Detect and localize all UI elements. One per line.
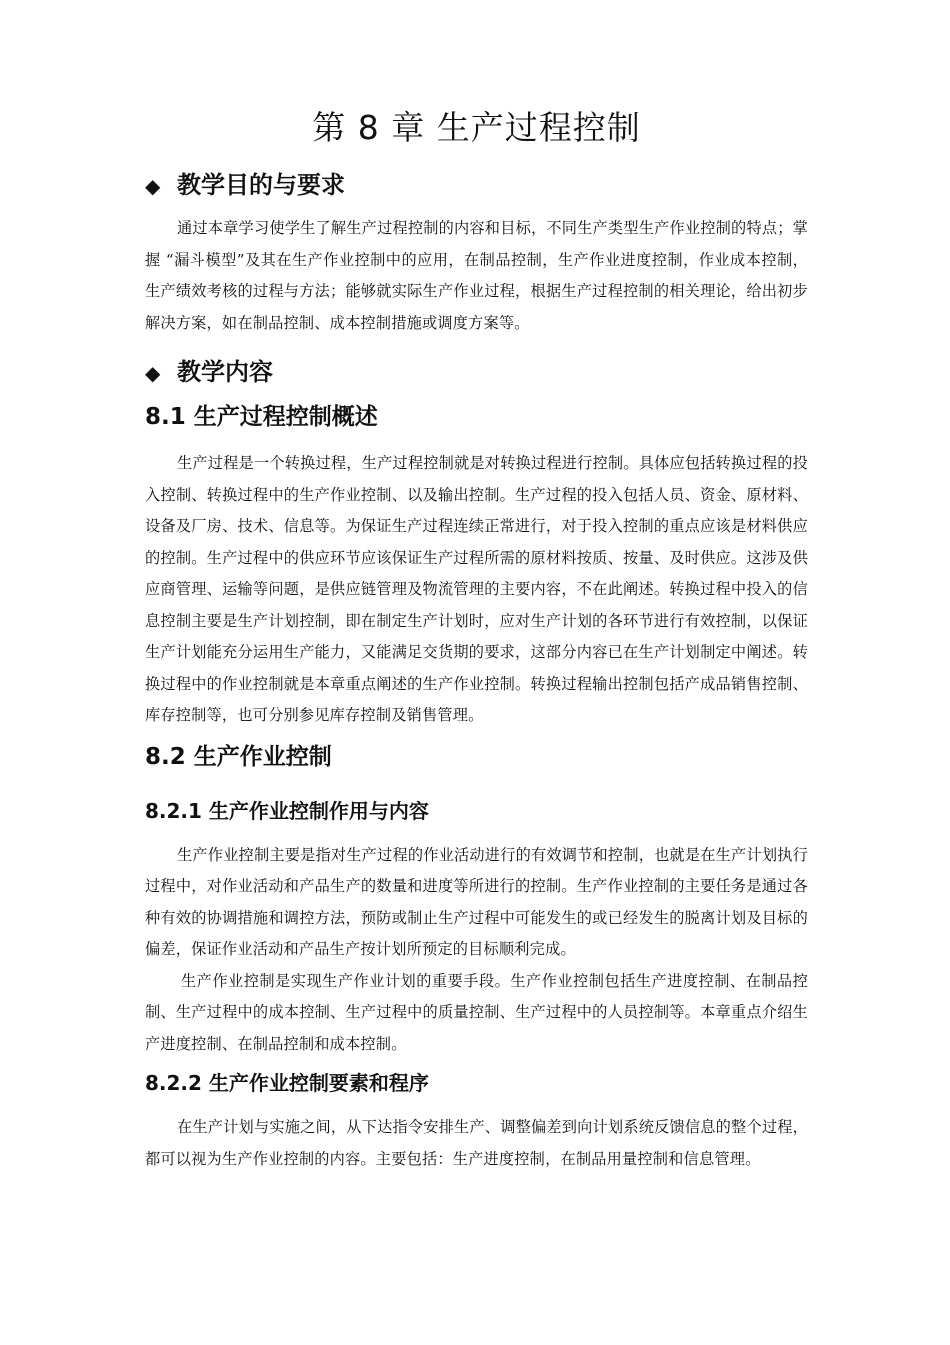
objectives-heading xyxy=(145,168,808,203)
section-8-2-2-paragraph: 在生产计划与实施之间，从下达指令安排生产、调整偏差到向计划系统反馈信息的整个过程，都可以视为生产作业控制的内容。主要包括：生产进度控制，在制品用量控制和信息管理。 xyxy=(145,1118,808,1168)
objectives-heading-text: 教学目的与要求 xyxy=(177,171,345,199)
chapter-title: 第 8 章 生产过程控制 xyxy=(312,108,641,147)
content-heading xyxy=(145,355,808,390)
diamond-bullet-icon: ◆ xyxy=(145,361,161,385)
diamond-bullet-icon: ◆ xyxy=(145,174,161,198)
section-8-1-heading: 8.1 生产过程控制概述 xyxy=(145,404,378,430)
section-8-2-1-heading: 8.2.1 生产作业控制作用与内容 xyxy=(145,798,429,823)
section-8-2-1-paragraph-2: 生产作业控制是实现生产作业计划的重要手段。生产作业控制包括生产进度控制、在制品控制、生产过程中的成本控制、生产过程中的质量控制、生产过程中的人员控制等。本章重点介绍生产进度控制、在制品控制和成本控制。 xyxy=(145,971,808,1053)
section-8-2-heading: 8.2 生产作业控制 xyxy=(145,743,332,770)
document-page xyxy=(145,92,808,1175)
section-8-2-2-heading: 8.2.2 生产作业控制要素和程序 xyxy=(145,1071,429,1095)
section-8-2-1-paragraph-1: 生产作业控制主要是指对生产过程的作业活动进行的有效调节和控制，也就是在生产计划执行过程中，对作业活动和产品生产的数量和进度等所进行的控制。生产作业控制的主要任务是通过各种有效的协调措施和调控方法，预防或制止生产过程中可能发生的或已经发生的脱离计划及目标的偏差，保证作业活动和产品生产按计划所预定的目标顺利完成。 xyxy=(145,845,808,958)
objectives-paragraph: 通过本章学习使学生了解生产过程控制的内容和目标，不同生产类型生产作业控制的特点；掌握 “漏斗模型”及其在生产作业控制中的应用，在制品控制，生产作业进度控制，作业成本控制，生产绩效考核的过程与方法；能够就实际生产作业过程，根据生产过程控制的相关理论，给出初步解决方案，如在制品控制、成本控制措施或调度方案等。 xyxy=(145,219,808,332)
section-8-1-paragraph: 生产过程是一个转换过程，生产过程控制就是对转换过程进行控制。具体应包括转换过程的投入控制、转换过程中的生产作业控制、以及输出控制。生产过程的投入包括人员、资金、原材料、设备及厂房、技术、信息等。为保证生产过程连续正常进行，对于投入控制的重点应该是材料供应的控制。生产过程中的供应环节应该保证生产过程所需的原材料按质、按量、及时供应。这涉及供应商管理、运输等问题，是供应链管理及物流管理的主要内容，不在此阐述。转换过程中投入的信息控制主要是生产计划控制，即在制定生产计划时，应对生产计划的各环节进行有效控制，以保证生产计划能充分运用生产能力，又能满足交货期的要求，这部分内容已在生产计划制定中阐述。转换过程中的作业控制就是本章重点阐述的生产作业控制。转换过程输出控制包括产成品销售控制、库存控制等，也可分别参见库存控制及销售管理。 xyxy=(145,454,808,724)
content-heading-text: 教学内容 xyxy=(177,358,273,386)
